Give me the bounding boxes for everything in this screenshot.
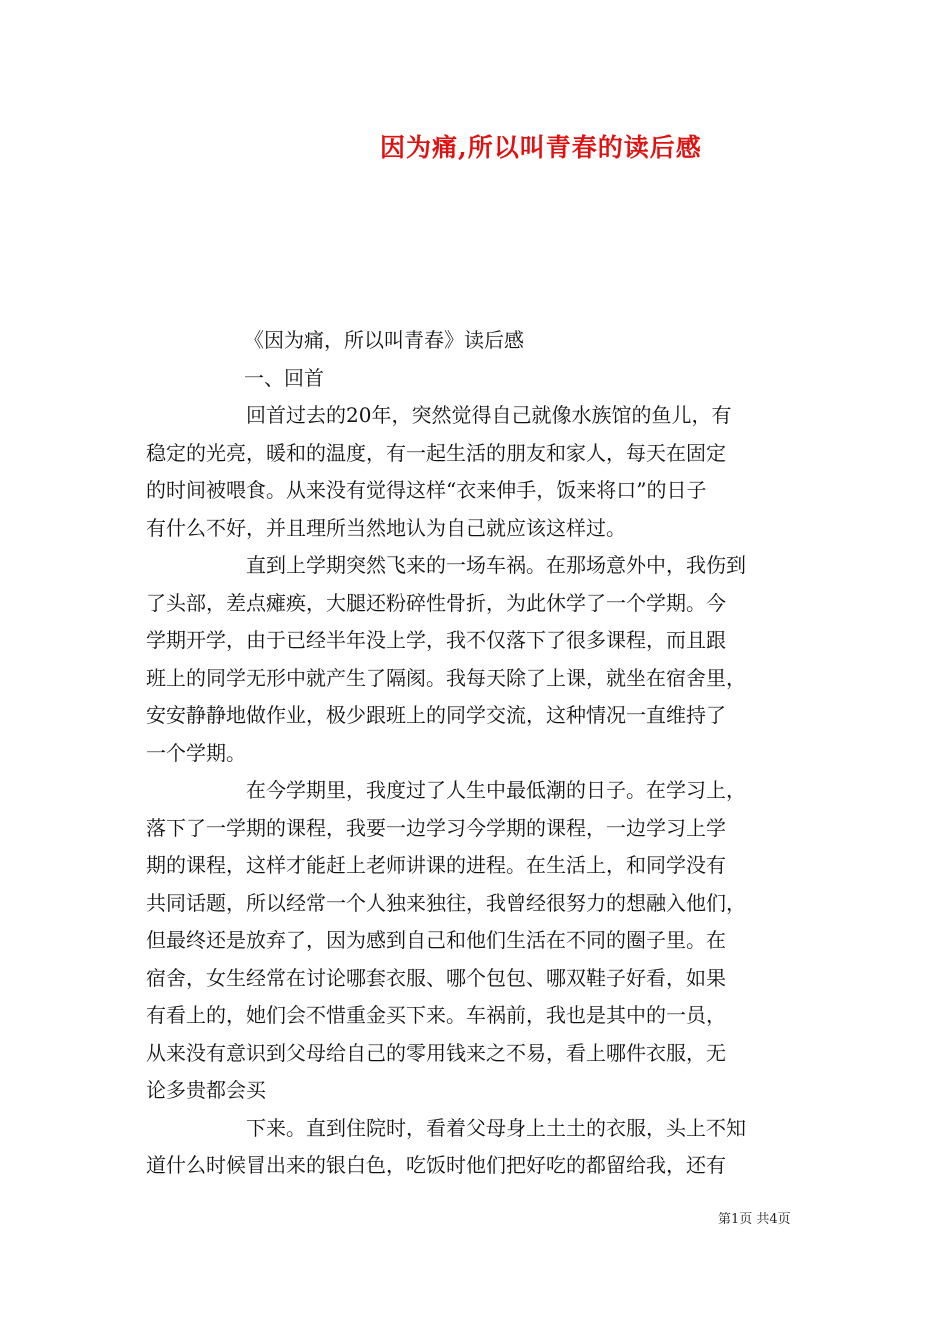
paragraph-line: 有看上的，她们会不惜重金买下来。车祸前，我也是其中的一员， — [146, 1003, 726, 1027]
section-heading: 一、回首 — [244, 365, 324, 390]
paragraph-line: 但最终还是放弃了，因为感到自己和他们生活在不同的圈子里。在 — [146, 928, 726, 952]
paragraph-line: 稳定的光亮，暖和的温度，有一起生活的朋友和家人，每天在固定 — [146, 440, 726, 465]
paragraph-line: 一个学期。 — [146, 740, 246, 765]
paragraph-line: 安安静静地做作业，极少跟班上的同学交流，这种情况一直维持了 — [146, 703, 726, 727]
paragraph-line: 期的课程，这样才能赶上老师讲课的进程。在生活上，和同学没有 — [146, 853, 726, 877]
paragraph-line: 回首过去的20年，突然觉得自己就像水族馆的鱼儿，有 — [246, 403, 732, 427]
paragraph-line: 了头部，差点瘫痪，大腿还粉碎性骨折，为此休学了一个学期。今 — [146, 590, 726, 615]
page-number-footer: 第1页 共4页 — [718, 1212, 791, 1227]
paragraph-line: 从来没有意识到父母给自己的零用钱来之不易，看上哪件衣服，无 — [146, 1040, 726, 1065]
paragraph-line: 宿舍，女生经常在讨论哪套衣服、哪个包包、哪双鞋子好看，如果 — [146, 965, 726, 990]
paragraph-line: 共同话题，所以经常一个人独来独往，我曾经很努力的想融入他们， — [146, 890, 746, 915]
paragraph-line: 有什么不好，并且理所当然地认为自己就应该这样过。 — [146, 515, 626, 540]
paragraph-line: 的时间被喂食。从来没有觉得这样“衣来伸手，饭来将口”的日子 — [146, 478, 707, 502]
paragraph-line: 学期开学，由于已经半年没上学，我不仅落下了很多课程，而且跟 — [146, 628, 726, 652]
document-body — [146, 322, 818, 1185]
paragraph-line: 在今学期里，我度过了人生中最低潮的日子。在学习上， — [246, 778, 746, 802]
paragraph-line: 落下了一学期的课程，我要一边学习今学期的课程，一边学习上学 — [146, 815, 726, 840]
paragraph-line: 班上的同学无形中就产生了隔阂。我每天除了上课，就坐在宿舍里， — [146, 665, 746, 690]
paragraph-line: 下来。直到住院时，看着父母身上土土的衣服，头上不知 — [246, 1115, 746, 1140]
paragraph-line: 道什么时候冒出来的银白色，吃饭时他们把好吃的都留给我，还有 — [146, 1153, 726, 1177]
paragraph-line: 论多贵都会买 — [146, 1078, 266, 1102]
book-title-line: 《因为痛，所以叫青春》读后感 — [244, 328, 524, 352]
paragraph-line: 直到上学期突然飞来的一场车祸。在那场意外中，我伤到 — [246, 553, 746, 577]
document-title: 因为痛,所以叫青春的读后感 — [380, 133, 702, 162]
